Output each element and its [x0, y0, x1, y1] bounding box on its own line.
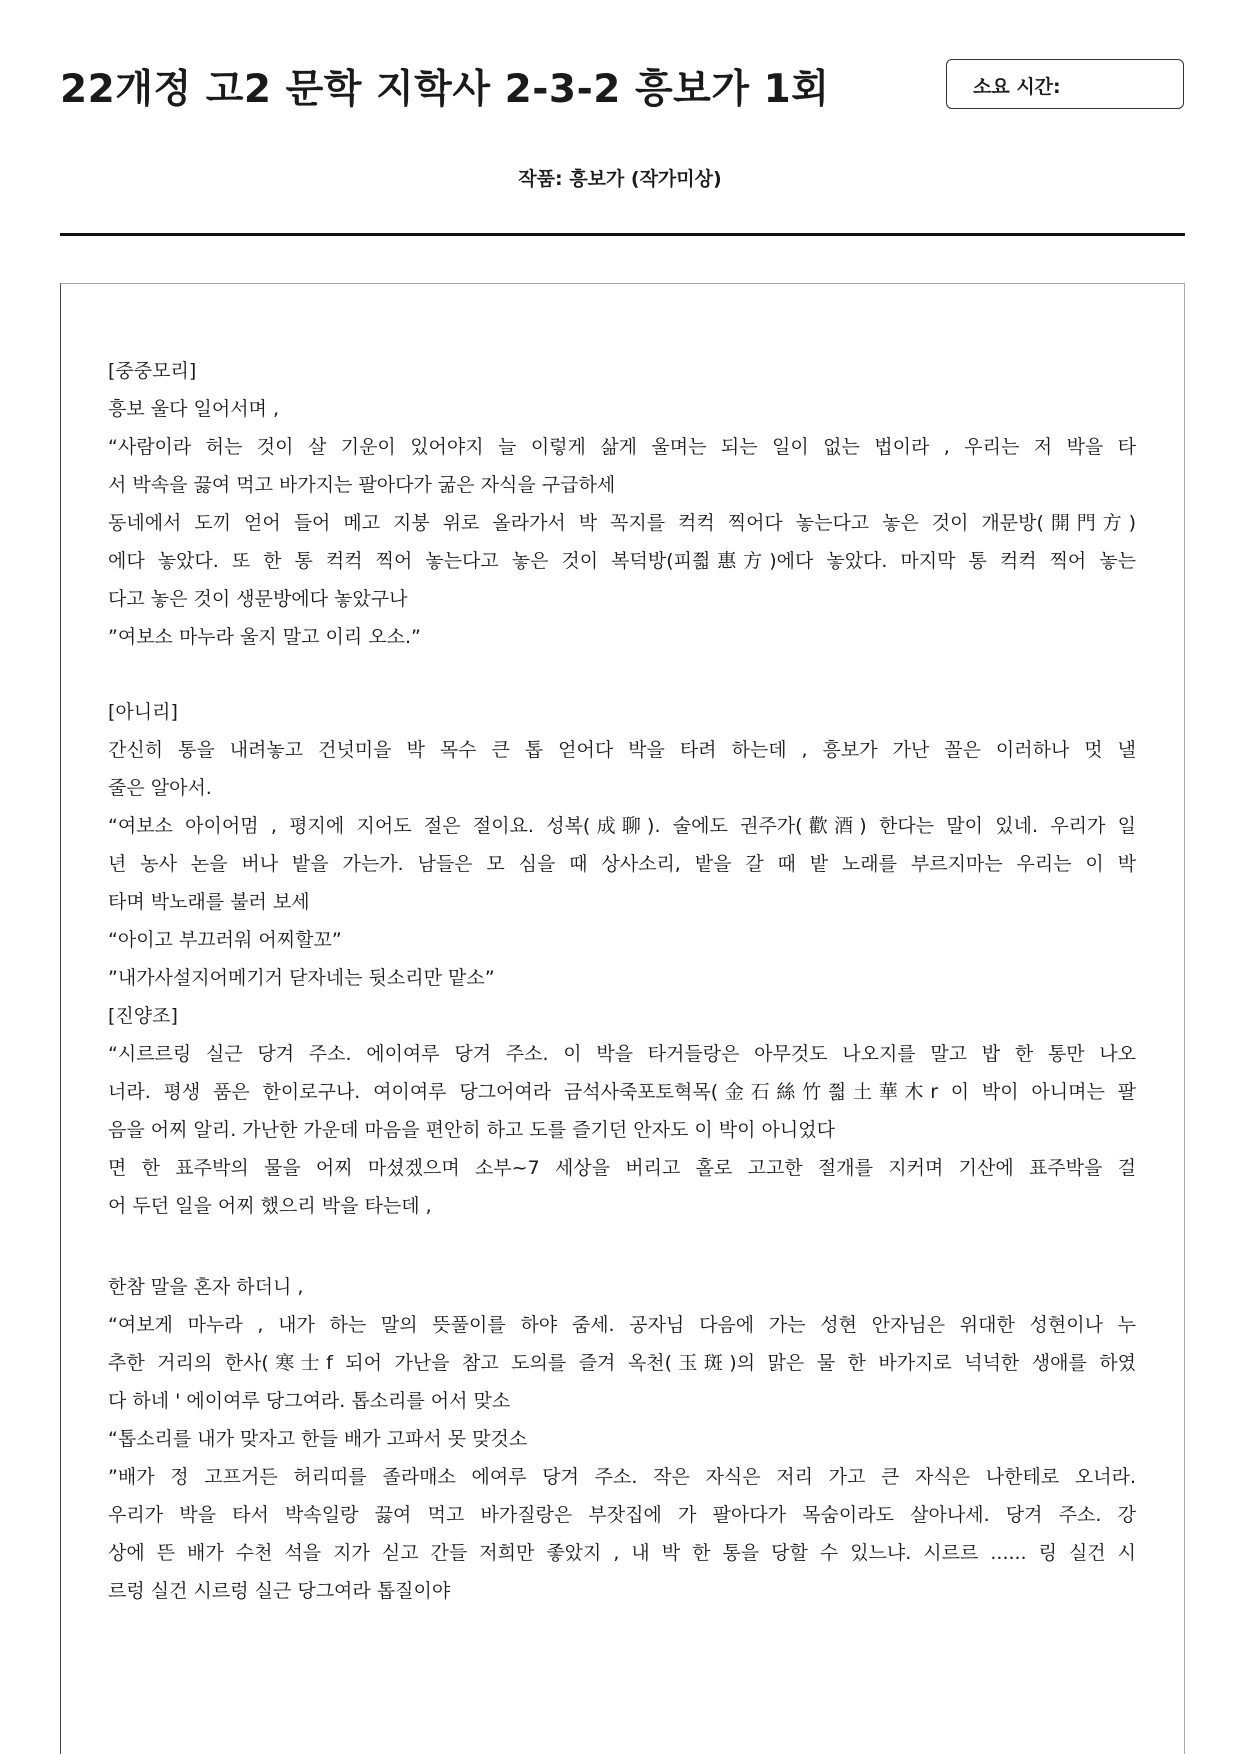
passage-line: 면 한 표주박의 물을 어찌 마셨겠으며 소부~7 세상을 버리고 홀로 고고한 절개를 지커며 기산에 표주박을 걸: [108, 1157, 1136, 1179]
time-label: 소요 시간:: [973, 76, 1061, 98]
time-box: [946, 59, 1184, 109]
page-title: 22개정 고2 문학 지학사 2-3-2 흥보가 1회: [60, 67, 830, 112]
passage-line: ”내가사설지어메기거 닫자네는 뒷소리만 맡소”: [108, 967, 495, 989]
passage-line: “아이고 부끄러워 어찌할꼬”: [108, 929, 342, 951]
passage-line: 에다 놓았다. 또 한 통 컥컥 찍어 놓는다고 놓은 것이 복덕방(피쯻惠方)에다 놓았다. 마지막 통 컥컥 찍어 놓는: [108, 550, 1136, 572]
passage-line: 년 농사 논을 버나 밭을 가는가. 남들은 모 심을 때 상사소리, 밭을 갈 때 밭 노래를 부르지마는 우리는 이 박: [108, 853, 1136, 875]
passage-line: “사람이라 허는 것이 살 기운이 있어야지 늘 이렇게 삶게 울며는 되는 일이 없는 법이라 , 우리는 저 박을 타: [108, 436, 1136, 458]
passage-line: 동네에서 도끼 얻어 들어 메고 지붕 위로 올라가서 박 꼭지를 컥컥 찍어다 놓는다고 놓은 것이 개문방(開門方): [108, 512, 1136, 534]
passage-block-1: [108, 352, 1136, 656]
passage-line: ”여보소 마누라 울지 말고 이리 오소.”: [108, 626, 421, 648]
passage-line: 줄은 알아서.: [108, 777, 212, 799]
passage-line: 흥보 울다 일어서며 ,: [108, 398, 279, 420]
passage-line: 음을 어찌 알리. 가난한 가운데 마음을 편안히 하고 도를 즐기던 안자도 이 박이 아니었다: [108, 1119, 835, 1141]
passage-line: “여보소 아이어멈 , 평지에 지어도 절은 절이요. 성복(成聊). 술에도 권주가(歡酒) 한다는 말이 있네. 우리가 일: [108, 815, 1136, 837]
passage-line: 우리가 박을 타서 박속일랑 끓여 먹고 바가질랑은 부잣집에 가 팔아다가 목숨이라도 살아나세. 당겨 주소. 강: [108, 1504, 1136, 1526]
passage-line: 서 박속을 끓여 먹고 바가지는 팔아다가 굶은 자식을 구급하세: [108, 474, 616, 496]
passage-block-2: [108, 693, 1136, 1225]
passage-line: 간신히 통을 내려놓고 건넛미을 박 목수 큰 톱 얻어다 박을 타려 하는데 , 흥보가 가난 꼴은 이러하나 멋 낼: [108, 739, 1136, 761]
passage-line: “여보게 마누라 , 내가 하는 말의 뜻풀이를 하야 줌세. 공자님 다음에 가는 성현 안자님은 위대한 성현이나 누: [108, 1314, 1136, 1336]
passage-line: 르렁 실건 시르렁 실근 당그여라 톱질이야: [108, 1580, 451, 1602]
passage-line: [진양조]: [108, 1005, 178, 1027]
passage-line: 한참 말을 혼자 하더니 ,: [108, 1276, 304, 1298]
passage-line: 다고 놓은 것이 생문방에다 놓았구나: [108, 588, 408, 610]
passage-line: 너라. 평생 품은 한이로구나. 여이여루 당그어여라 금석사죽포토혁목(金石絲竹쯻土華木r 이 박이 아니며는 팔: [108, 1081, 1136, 1103]
passage-line: “톱소리를 내가 맞자고 한들 배가 고파서 못 맞것소: [108, 1428, 528, 1450]
passage-line: 어 두던 일을 어찌 했으리 박을 타는데 ,: [108, 1195, 432, 1217]
passage-line: 상에 뜬 배가 수천 석을 지가 싣고 간들 저희만 좋았지 , 내 박 한 통을 당할 수 있느냐. 시르르 ...... 링 실건 시: [108, 1542, 1136, 1564]
passage-line: “시르르링 실근 당겨 주소. 에이여루 당겨 주소. 이 박을 타거들랑은 아무것도 나오지를 말고 밥 한 통만 나오: [108, 1043, 1136, 1065]
header-divider: [60, 233, 1185, 236]
work-subtitle: 작품: 흥보가 (작가미상): [518, 168, 722, 190]
passage-line: [중중모리]: [108, 360, 197, 382]
passage-line: 타며 박노래를 불러 보세: [108, 891, 310, 913]
passage-line: [아니리]: [108, 701, 178, 723]
passage-line: 추한 거리의 한사(寒士f 되어 가난을 참고 도의를 즐겨 옥천(玉斑)의 맑은 물 한 바가지로 넉넉한 생애를 하였: [108, 1352, 1136, 1374]
passage-line: ”배가 정 고프거든 허리띠를 졸라매소 에여루 당겨 주소. 작은 자식은 저리 가고 큰 자식은 나한테로 오너라.: [108, 1466, 1136, 1488]
passage-line: 다 하네 ' 에이여루 당그여라. 톱소리를 어서 맞소: [108, 1390, 511, 1412]
passage-block-3: [108, 1268, 1136, 1610]
